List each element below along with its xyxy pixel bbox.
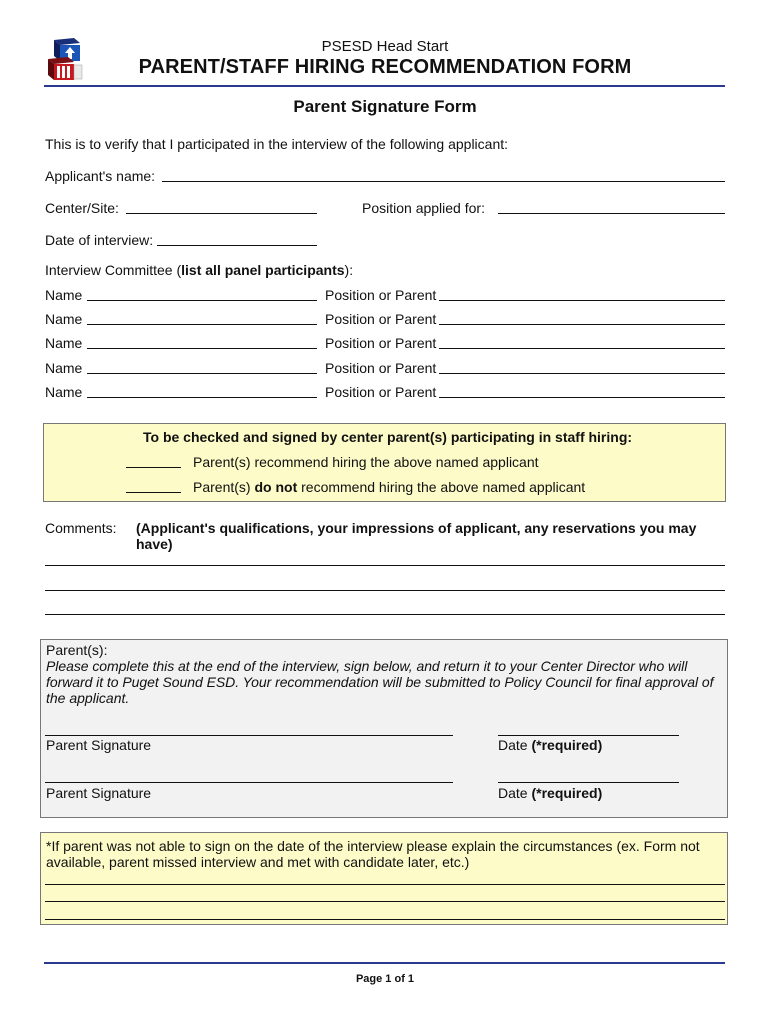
- parents-instructions-line3: the applicant.: [46, 690, 130, 706]
- parents-heading: Parent(s):: [46, 642, 108, 658]
- committee-position-label: Position or Parent: [325, 335, 437, 351]
- committee-position-field[interactable]: [439, 300, 725, 301]
- committee-position-field[interactable]: [439, 348, 725, 349]
- not-recommend-checkbox-line[interactable]: [126, 492, 181, 493]
- committee-name-field[interactable]: [87, 324, 317, 325]
- form-main-title: PARENT/STAFF HIRING RECOMMENDATION FORM: [138, 56, 632, 78]
- signature-date-field[interactable]: [498, 782, 679, 783]
- signature-date-label: Date (*required): [498, 785, 603, 801]
- page-number: Page 1 of 1: [355, 973, 415, 985]
- footer-rule: [44, 962, 725, 964]
- position-applied-field[interactable]: [498, 213, 725, 214]
- signature-date-field[interactable]: [498, 735, 679, 736]
- committee-name-field[interactable]: [87, 373, 317, 374]
- intro-text: This is to verify that I participated in the interview of the following applicant:: [45, 136, 509, 152]
- committee-heading: Interview Committee (list all panel participants):: [45, 262, 354, 278]
- position-applied-label: Position applied for:: [362, 200, 485, 216]
- parent-signature-field[interactable]: [45, 735, 453, 736]
- note-explanation-line[interactable]: [45, 901, 725, 902]
- recommendation-heading: To be checked and signed by center parent(s) participating in staff hiring:: [143, 429, 633, 445]
- committee-position-label: Position or Parent: [325, 311, 437, 327]
- org-name: PSESD Head Start: [321, 38, 449, 55]
- comments-line[interactable]: [45, 590, 725, 591]
- committee-position-field[interactable]: [439, 397, 725, 398]
- committee-name-label: Name: [45, 360, 83, 376]
- committee-name-field[interactable]: [87, 397, 317, 398]
- comments-hint-line1: (Applicant's qualifications, your impressions of applicant, any reservations you may: [136, 520, 697, 536]
- comments-line[interactable]: [45, 565, 725, 566]
- comments-label: Comments:: [45, 520, 117, 536]
- comments-hint-line2: have): [136, 536, 173, 552]
- header-rule: [44, 85, 725, 87]
- committee-name-label: Name: [45, 311, 83, 327]
- note-line1: *If parent was not able to sign on the date of the interview please explain the circumstances (ex. Form not: [46, 838, 700, 854]
- committee-name-label: Name: [45, 335, 83, 351]
- date-interview-label: Date of interview:: [45, 232, 154, 248]
- note-explanation-line[interactable]: [45, 884, 725, 885]
- applicant-name-field[interactable]: [162, 181, 725, 182]
- parent-signature-label: Parent Signature: [46, 737, 152, 753]
- comments-line[interactable]: [45, 614, 725, 615]
- parent-signature-field[interactable]: [45, 782, 453, 783]
- committee-name-field[interactable]: [87, 300, 317, 301]
- recommend-checkbox-line[interactable]: [126, 467, 181, 468]
- recommend-option-label: Parent(s) recommend hiring the above named applicant: [193, 454, 539, 470]
- committee-position-field[interactable]: [439, 324, 725, 325]
- committee-position-label: Position or Parent: [325, 384, 437, 400]
- committee-name-label: Name: [45, 287, 83, 303]
- applicant-name-label: Applicant's name:: [45, 168, 156, 184]
- center-site-label: Center/Site:: [45, 200, 119, 216]
- note-line2: available, parent missed interview and met with candidate later, etc.): [46, 854, 470, 870]
- committee-name-label: Name: [45, 384, 83, 400]
- committee-position-label: Position or Parent: [325, 287, 437, 303]
- center-site-field[interactable]: [126, 213, 317, 214]
- date-interview-field[interactable]: [157, 245, 317, 246]
- not-recommend-option-label: Parent(s) do not recommend hiring the above named applicant: [193, 479, 586, 495]
- committee-position-label: Position or Parent: [325, 360, 437, 376]
- parents-instructions-line1: Please complete this at the end of the interview, sign below, and return it to your Center Director who will: [46, 658, 688, 674]
- parents-instructions-line2: forward it to Puget Sound ESD. Your recommendation will be submitted to Policy Council for final approval of: [46, 674, 714, 690]
- committee-name-field[interactable]: [87, 348, 317, 349]
- note-explanation-line[interactable]: [45, 919, 725, 920]
- form-subtitle: Parent Signature Form: [293, 97, 477, 116]
- parent-signature-label: Parent Signature: [46, 785, 152, 801]
- signature-date-label: Date (*required): [498, 737, 603, 753]
- committee-position-field[interactable]: [439, 373, 725, 374]
